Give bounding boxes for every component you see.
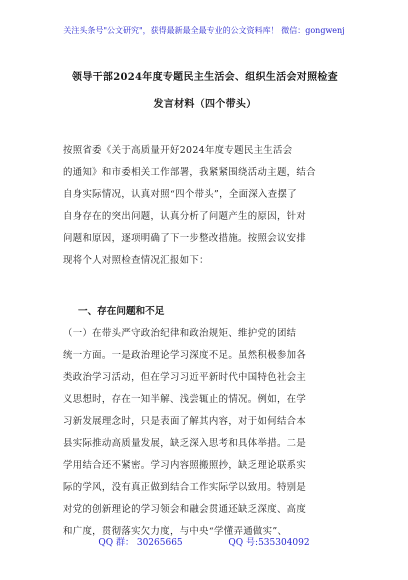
footer-contact [0, 535, 408, 548]
main-line: 义思想时，存在一知半解、浅尝辄止的情况。例如，在学 [63, 394, 307, 405]
intro-line: 自身存在的突出问题，认真分析了问题产生的原因，针对 [63, 211, 307, 222]
footer-qq-group: QQ 群： 30265665 [98, 538, 183, 548]
main-line: 习新发展理念时，只是表面了解其内容，对于如何结合本 [63, 416, 307, 427]
main-paragraph [63, 323, 353, 543]
main-line: 和广度，贯彻落实欠力度，与中央“学懂弄通做实”、 [63, 526, 288, 537]
main-line: （一）在带头严守政治纪律和政治规矩、维护党的团结 [63, 328, 297, 339]
main-line: 统一方面。一是政治理论学习深度不足。虽然积极参加各 [63, 350, 307, 361]
main-line: 际的学风，没有真正做到结合工作实际学以致用。特别是 [63, 482, 307, 493]
footer-qq-number: QQ 号:535304092 [228, 538, 310, 548]
header-banner: 关注头条号"公文研究"，获得最新最全最专业的公文资料库！ 微信：gongwenj [63, 26, 345, 35]
document-title-line-2: 发言材料（四个带头） [153, 99, 257, 110]
main-line: 对党的创新理论的学习领会和融会贯通还缺乏深度、高度 [63, 504, 307, 515]
intro-line: 的通知》和市委相关工作部署，我紧紧围绕活动主题，结合 [63, 167, 316, 178]
intro-line: 问题和原因，逐项明确了下一步整改措施。按照会议安排 [63, 233, 307, 244]
intro-line: 自身实际情况，认真对照“四个带头”，全面深入查摆了 [63, 189, 297, 200]
intro-paragraph [63, 140, 353, 272]
document-title-line-1: 领导干部2024年度专题民主生活会、组织生活会对照检查 [72, 72, 338, 83]
main-line: 类政治学习活动，但在学习习近平新时代中国特色社会主 [63, 372, 307, 383]
main-line: 县实际推动高质量发展，缺乏深入思考和具体举措。二是 [63, 438, 307, 449]
intro-line: 现将个人对照检查情况汇报如下： [63, 255, 209, 266]
section-heading: 一、存在问题和不足 [78, 306, 165, 317]
intro-line: 按照省委《关于高质量开好2024年度专题民主生活会 [63, 145, 293, 156]
main-line: 学用结合还不紧密。学习内容照搬照抄，缺乏理论联系实 [63, 460, 307, 471]
